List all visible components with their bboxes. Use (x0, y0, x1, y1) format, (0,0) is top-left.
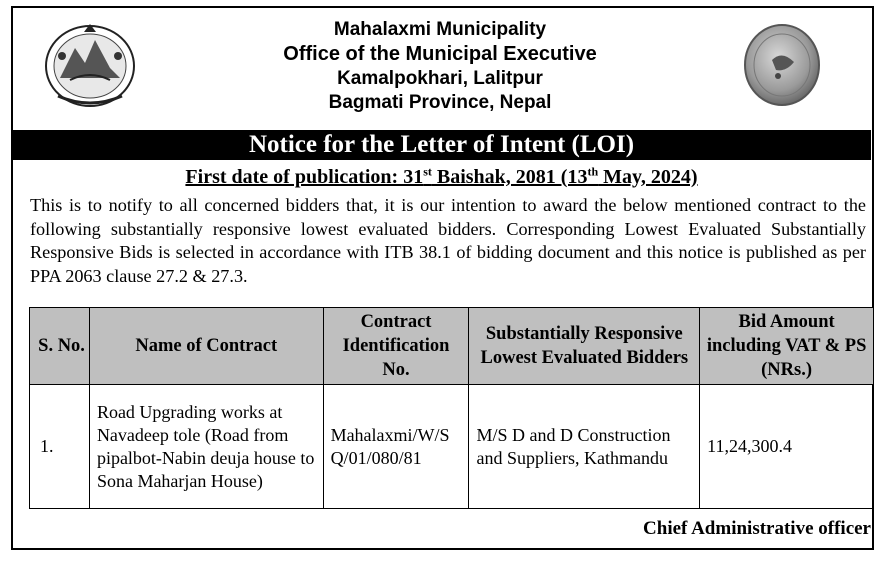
office-address: Kamalpokhari, Lalitpur (337, 68, 543, 89)
signature: Chief Administrative officer (643, 518, 871, 539)
municipality-name: Mahalaxmi Municipality (333, 19, 547, 40)
table-row (30, 385, 874, 509)
cell-sn: 1. (30, 385, 90, 509)
header-contract-id: Contract Identification No. (323, 308, 469, 385)
table-header-row (30, 308, 874, 385)
notice-body: This is to notify to all concerned bidders that, it is our intention to award the below mentioned contract to the following substantially responsive lowest evaluated bidders. Corresponding Lowest Evaluated Substantially Responsive Bids is selected in accordance with ITB 38.1 of bidding document and this notice is published as per PPA 2063 clause 27.2 & 27.3. (30, 195, 866, 286)
header-sn: S. No. (30, 308, 90, 385)
cell-bidder: M/S D and D Construction and Suppliers, Kathmandu (469, 385, 700, 509)
publication-date: First date of publication: 31st Baishak, 2081 (13th May, 2024) (185, 164, 698, 188)
municipality-logo-icon (742, 20, 822, 110)
bid-table (29, 307, 874, 509)
header-bidder: Substantially Responsive Lowest Evaluated Bidders (469, 308, 700, 385)
nepal-emblem-icon (40, 18, 140, 113)
office-name: Office of the Municipal Executive (283, 43, 597, 65)
cell-contract-name: Road Upgrading works at Navadeep tole (Road from pipalbot-Nabin deuja house to Sona Maharjan House) (89, 385, 323, 509)
cell-contract-id: Mahalaxmi/W/SQ/01/080/81 (323, 385, 469, 509)
header-contract-name: Name of Contract (89, 308, 323, 385)
header-bid-amount: Bid Amount including VAT & PS (NRs.) (700, 308, 874, 385)
office-province: Bagmati Province, Nepal (328, 92, 552, 113)
cell-bid-amount: 11,24,300.4 (700, 385, 874, 509)
notice-title: Notice for the Letter of Intent (LOI) (12, 130, 871, 160)
office-header (160, 18, 720, 115)
